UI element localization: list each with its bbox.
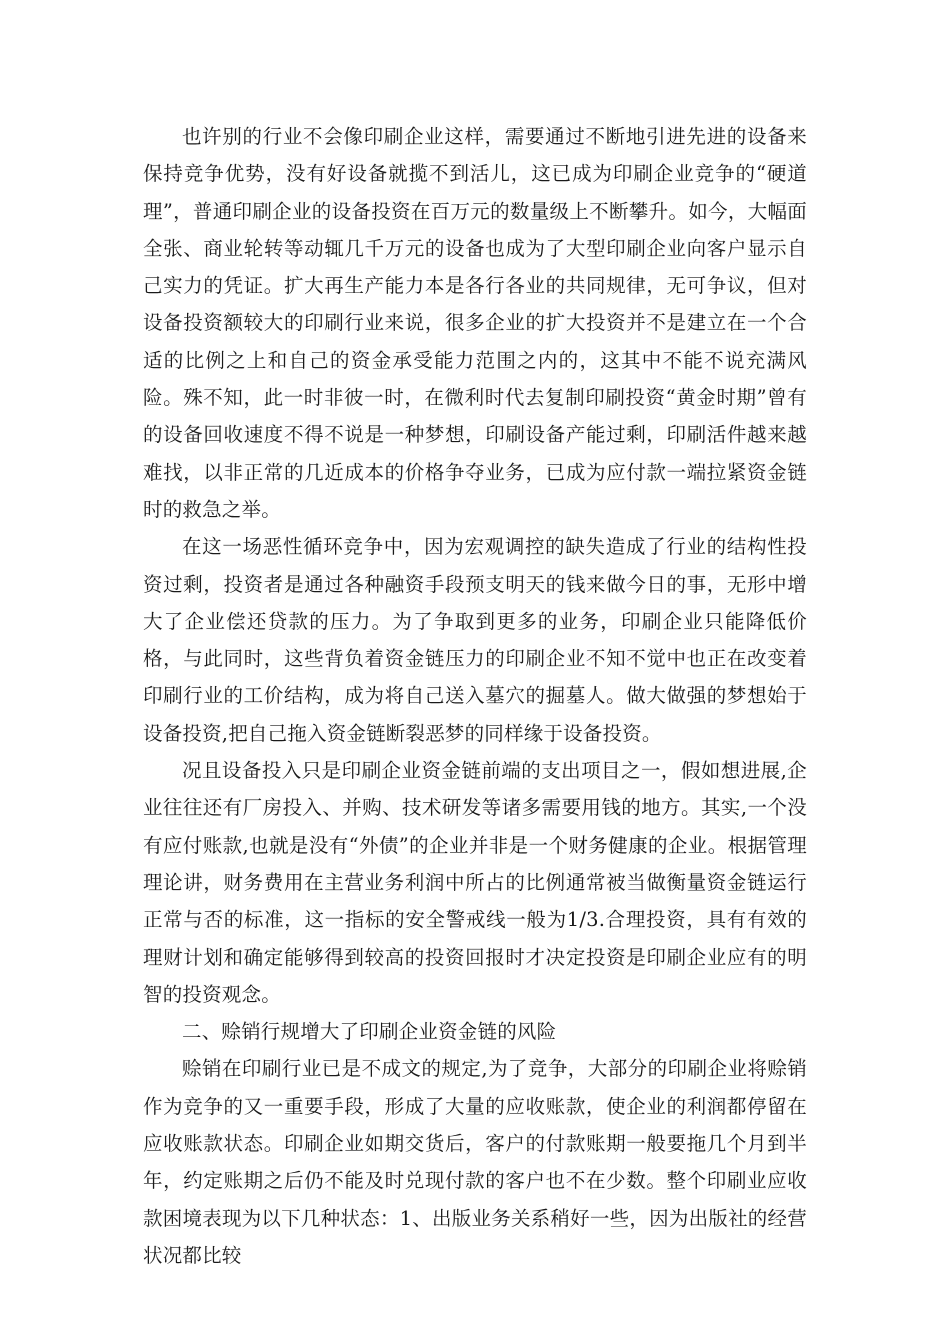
paragraph-rational-investment: 况且设备投入只是印刷企业资金链前端的支出项目之一，假如想进展,企业往往还有厂房投入、并购、技术研发等诸多需要用钱的地方。其实,一个没有应付账款,也就是没有“外债”的企业并非是一个财务健康的企业。根据管理理论讲，财务费用在主营业务利润中所占的比例通常被当做衡量资金链运行正常与否的标准，这一指标的安全警戒线一般为1/3.合理投资，具有有效的理财计划和确定能够得到较高的投资回报时才决定投资是印刷企业应有的明智的投资观念。: [143, 759, 807, 1006]
section-heading: 二、赊销行规增大了印刷企业资金链的风险: [182, 1020, 557, 1044]
paragraph-vicious-competition: 在这一场恶性循环竞争中，因为宏观调控的缺失造成了行业的结构性投资过剩，投资者是通过各种融资手段预支明天的钱来做今日的事，无形中增大了企业偿还贷款的压力。为了争取到更多的业务，印刷企业只能降低价格，与此同时，这些背负着资金链压力的印刷企业不知不觉中也正在改变着印刷行业的工价结构，成为将自己送入墓穴的掘墓人。做大做强的梦想始于设备投资,把自己拖入资金链断裂恶梦的同样缘于设备投资。: [143, 535, 807, 745]
document-body: [143, 118, 807, 1274]
paragraph-credit-sales: 赊销在印刷行业已是不成文的规定,为了竞争，大部分的印刷企业将赊销作为竞争的又一重要手段，形成了大量的应收账款，使企业的利润都停留在应收账款状态。印刷企业如期交货后，客户的付款账期一般要拖几个月到半年，约定账期之后仍不能及时兑现付款的客户也不在少数。整个印刷业应收款困境表现为以下几种状态：1、出版业务关系稍好一些，因为出版社的经营状况都比较: [143, 1057, 807, 1267]
paragraph-equipment-investment: 也许别的行业不会像印刷企业这样，需要通过不断地引进先进的设备来保持竞争优势，没有好设备就揽不到活儿，这已成为印刷企业竞争的“硬道理”，普通印刷企业的设备投资在百万元的数量级上不断攀升。如今，大幅面全张、商业轮转等动辄几千万元的设备也成为了大型印刷企业向客户显示自己实力的凭证。扩大再生产能力本是各行各业的共同规律，无可争议，但对设备投资额较大的印刷行业来说，很多企业的扩大投资并不是建立在一个合适的比例之上和自己的资金承受能力范围之内的，这其中不能不说充满风险。殊不知，此一时非彼一时，在微利时代去复制印刷投资“黄金时期”曾有的设备回收速度不得不说是一种梦想，印刷设备产能过剩，印刷活件越来越难找，以非正常的几近成本的价格争夺业务，已成为应付款一端拉紧资金链时的救急之举。: [143, 125, 807, 521]
